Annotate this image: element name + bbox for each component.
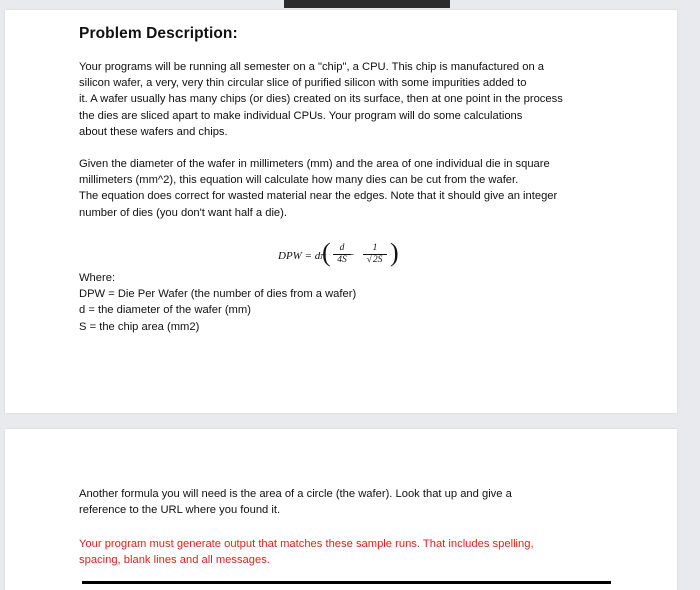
fraction-denominator [362, 255, 388, 266]
text-line: The equation does correct for wasted material near the edges. Note that it should give an integer [79, 190, 558, 203]
variable-definitions [79, 270, 356, 335]
text-line: silicon wafer, a very, very thin circular slice of purified silicon with some impurities added to [79, 77, 527, 90]
fraction-numerator: d [339, 243, 345, 253]
formula-minus: − [348, 249, 355, 261]
text-line: Where: [79, 272, 116, 284]
text-line: S = the chip area (mm2) [79, 320, 200, 333]
top-image-fragment [284, 0, 450, 8]
text-line: Your programs will be running all semester on a "chip", a CPU. This chip is manufactured on a [79, 61, 544, 73]
text-line: it. A wafer usually has many chips (or dies) created on its surface, then at one point in the process [79, 93, 563, 106]
formula-fraction-2 [362, 243, 388, 266]
paragraph-circle-area [79, 486, 512, 518]
text-line: about these wafers and chips. [79, 125, 228, 138]
dpw-formula [278, 240, 408, 274]
text-line: reference to the URL where you found it. [79, 504, 281, 517]
fraction-denominator: 4S [337, 255, 347, 265]
formula-lhs: DPW = dπ [278, 250, 326, 262]
page-title: Problem Description: [79, 25, 238, 42]
formula-close-paren: ) [390, 238, 399, 267]
text-line: spacing, blank lines and all messages. [79, 554, 270, 567]
formula-open-paren: ( [322, 238, 331, 267]
sqrt-symbol: √ [366, 255, 372, 265]
sqrt-radicand: 2S [372, 255, 383, 265]
text-line: DPW = Die Per Wafer (the number of dies from a wafer) [79, 288, 357, 301]
sqrt-expression [367, 255, 384, 266]
paragraph-intro [79, 59, 563, 140]
fraction-numerator: 1 [372, 243, 378, 253]
horizontal-rule [82, 581, 611, 584]
text-line: millimeters (mm^2), this equation will calculate how many dies can be cut from the wafer. [79, 174, 519, 187]
paragraph-output-warning [79, 536, 534, 568]
text-line: Another formula you will need is the area of a circle (the wafer). Look that up and give a [79, 488, 512, 500]
text-line: the dies are sliced apart to make individual CPUs. Your program will do some calculations [79, 109, 523, 122]
text-line: Your program must generate output that matches these sample runs. That includes spelling, [79, 538, 534, 550]
paragraph-equation-intro [79, 156, 557, 221]
text-line: d = the diameter of the wafer (mm) [79, 304, 251, 317]
text-line: Given the diameter of the wafer in millimeters (mm) and the area of one individual die in square [79, 158, 550, 170]
text-line: number of dies (you don't want half a die). [79, 206, 287, 219]
